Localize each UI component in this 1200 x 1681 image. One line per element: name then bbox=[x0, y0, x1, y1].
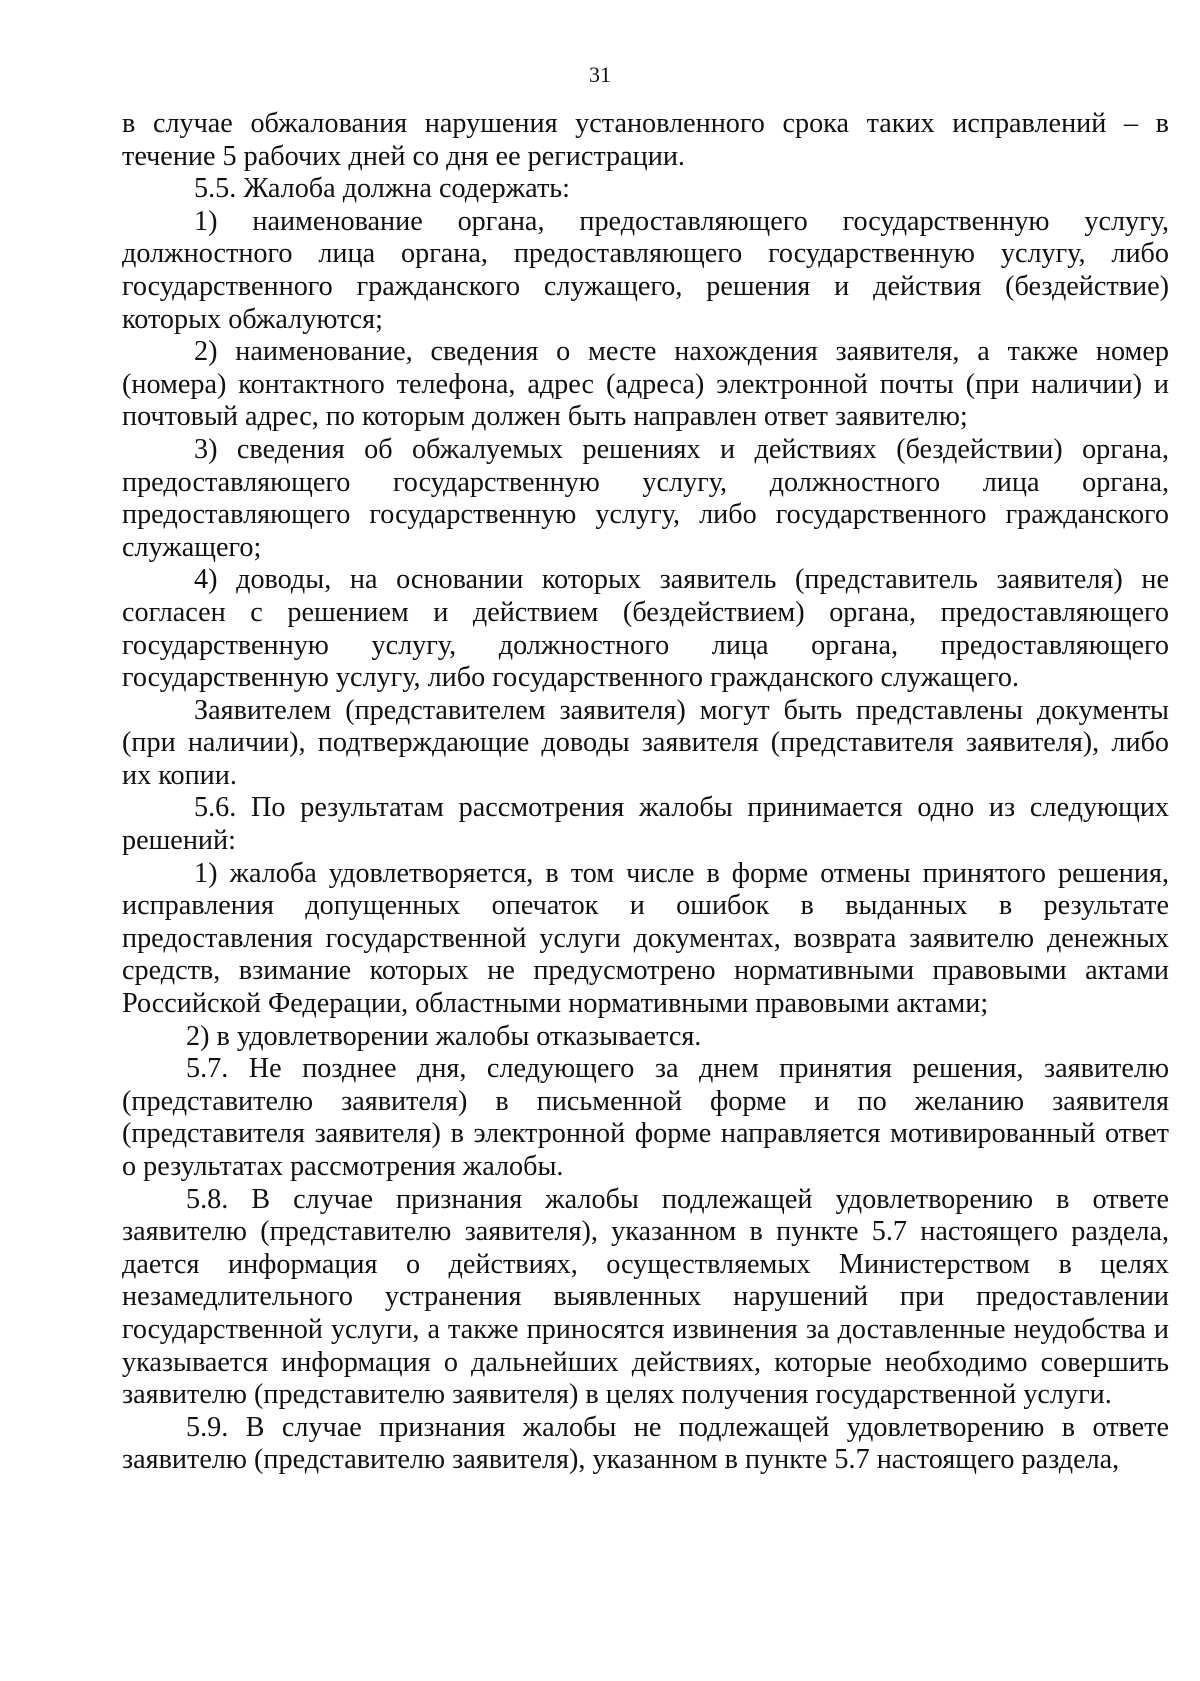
paragraph-continuation: в случае обжалования нарушения установленного срока таких исправлений – в течение 5 рабочих дней со дня ее регистрации. bbox=[122, 108, 1169, 172]
paragraph-5-5: 5.5. Жалоба должна содержать: bbox=[194, 173, 570, 205]
paragraph-5-7: 5.7. Не позднее дня, следующего за днем принятия решения, заявителю (представителю заявителя) в письменной форме и по желанию заявителя (представителя заявителя) в электронной форме направляется мотивированный ответ о результатах рассмотрения жалобы. bbox=[122, 1053, 1169, 1182]
paragraph-5-5-item-1: 1) наименование органа, предоставляющего государственную услугу, должностного лица органа, предоставляющего государственную услугу, либо государственного гражданского служащего, решения и действия (бездействие) которых обжалуются; bbox=[122, 205, 1169, 335]
paragraph-5-5-item-3: 3) сведения об обжалуемых решениях и действиях (бездействии) органа, предоставляющего государственную услугу, должностного лица органа, предоставляющего государственную услугу, либо государственного гражданского служащего; bbox=[122, 433, 1169, 563]
paragraph-5-5-item-4: 4) доводы, на основании которых заявитель (представитель заявителя) не согласен с решением и действием (бездействием) органа, предоставляющего государственную услугу, должностного лица органа, предоставляющего государственную услугу, либо государственного гражданского служащего. bbox=[122, 564, 1169, 694]
paragraph-documents: Заявителем (представителем заявителя) могут быть представлены документы (при наличии), подтверждающие доводы заявителя (представителя заявителя), либо их копии. bbox=[122, 694, 1169, 791]
page-number: 31 bbox=[589, 62, 611, 87]
paragraph-5-6: 5.6. По результатам рассмотрения жалобы принимается одно из следующих решений: bbox=[122, 792, 1169, 857]
paragraph-5-9: 5.9. В случае признания жалобы не подлежащей удовлетворению в ответе заявителю (представителю заявителя), указанном в пункте 5.7 настоящего раздела, bbox=[122, 1411, 1169, 1476]
paragraph-5-5-item-2: 2) наименование, сведения о месте нахождения заявителя, а также номер (номера) контактного телефона, адрес (адреса) электронной почты (при наличии) и почтовый адрес, по которым должен быть направлен ответ заявителю; bbox=[122, 336, 1169, 433]
paragraph-5-6-item-1: 1) жалоба удовлетворяется, в том числе в форме отмены принятого решения, исправления допущенных опечаток и ошибок в выданных в результате предоставления государственной услуги документах, возврата заявителю денежных средств, взимание которых не предусмотрено нормативными правовыми актами Российской Федерации, областными нормативными правовыми актами; bbox=[122, 857, 1169, 1020]
paragraph-5-6-item-2: 2) в удовлетворении жалобы отказывается. bbox=[186, 1020, 702, 1052]
paragraph-5-8: 5.8. В случае признания жалобы подлежащей удовлетворению в ответе заявителю (представителю заявителя), указанном в пункте 5.7 настоящего раздела, дается информация о действиях, осуществляемых Министерством в целях незамедлительного устранения выявленных нарушений при предоставлении государственной услуги, а также приносятся извинения за доставленные неудобства и указывается информация о дальнейших действиях, которые необходимо совершить заявителю (представителю заявителя) в целях получения государственной услуги. bbox=[122, 1183, 1169, 1411]
document-body bbox=[122, 108, 1169, 1477]
